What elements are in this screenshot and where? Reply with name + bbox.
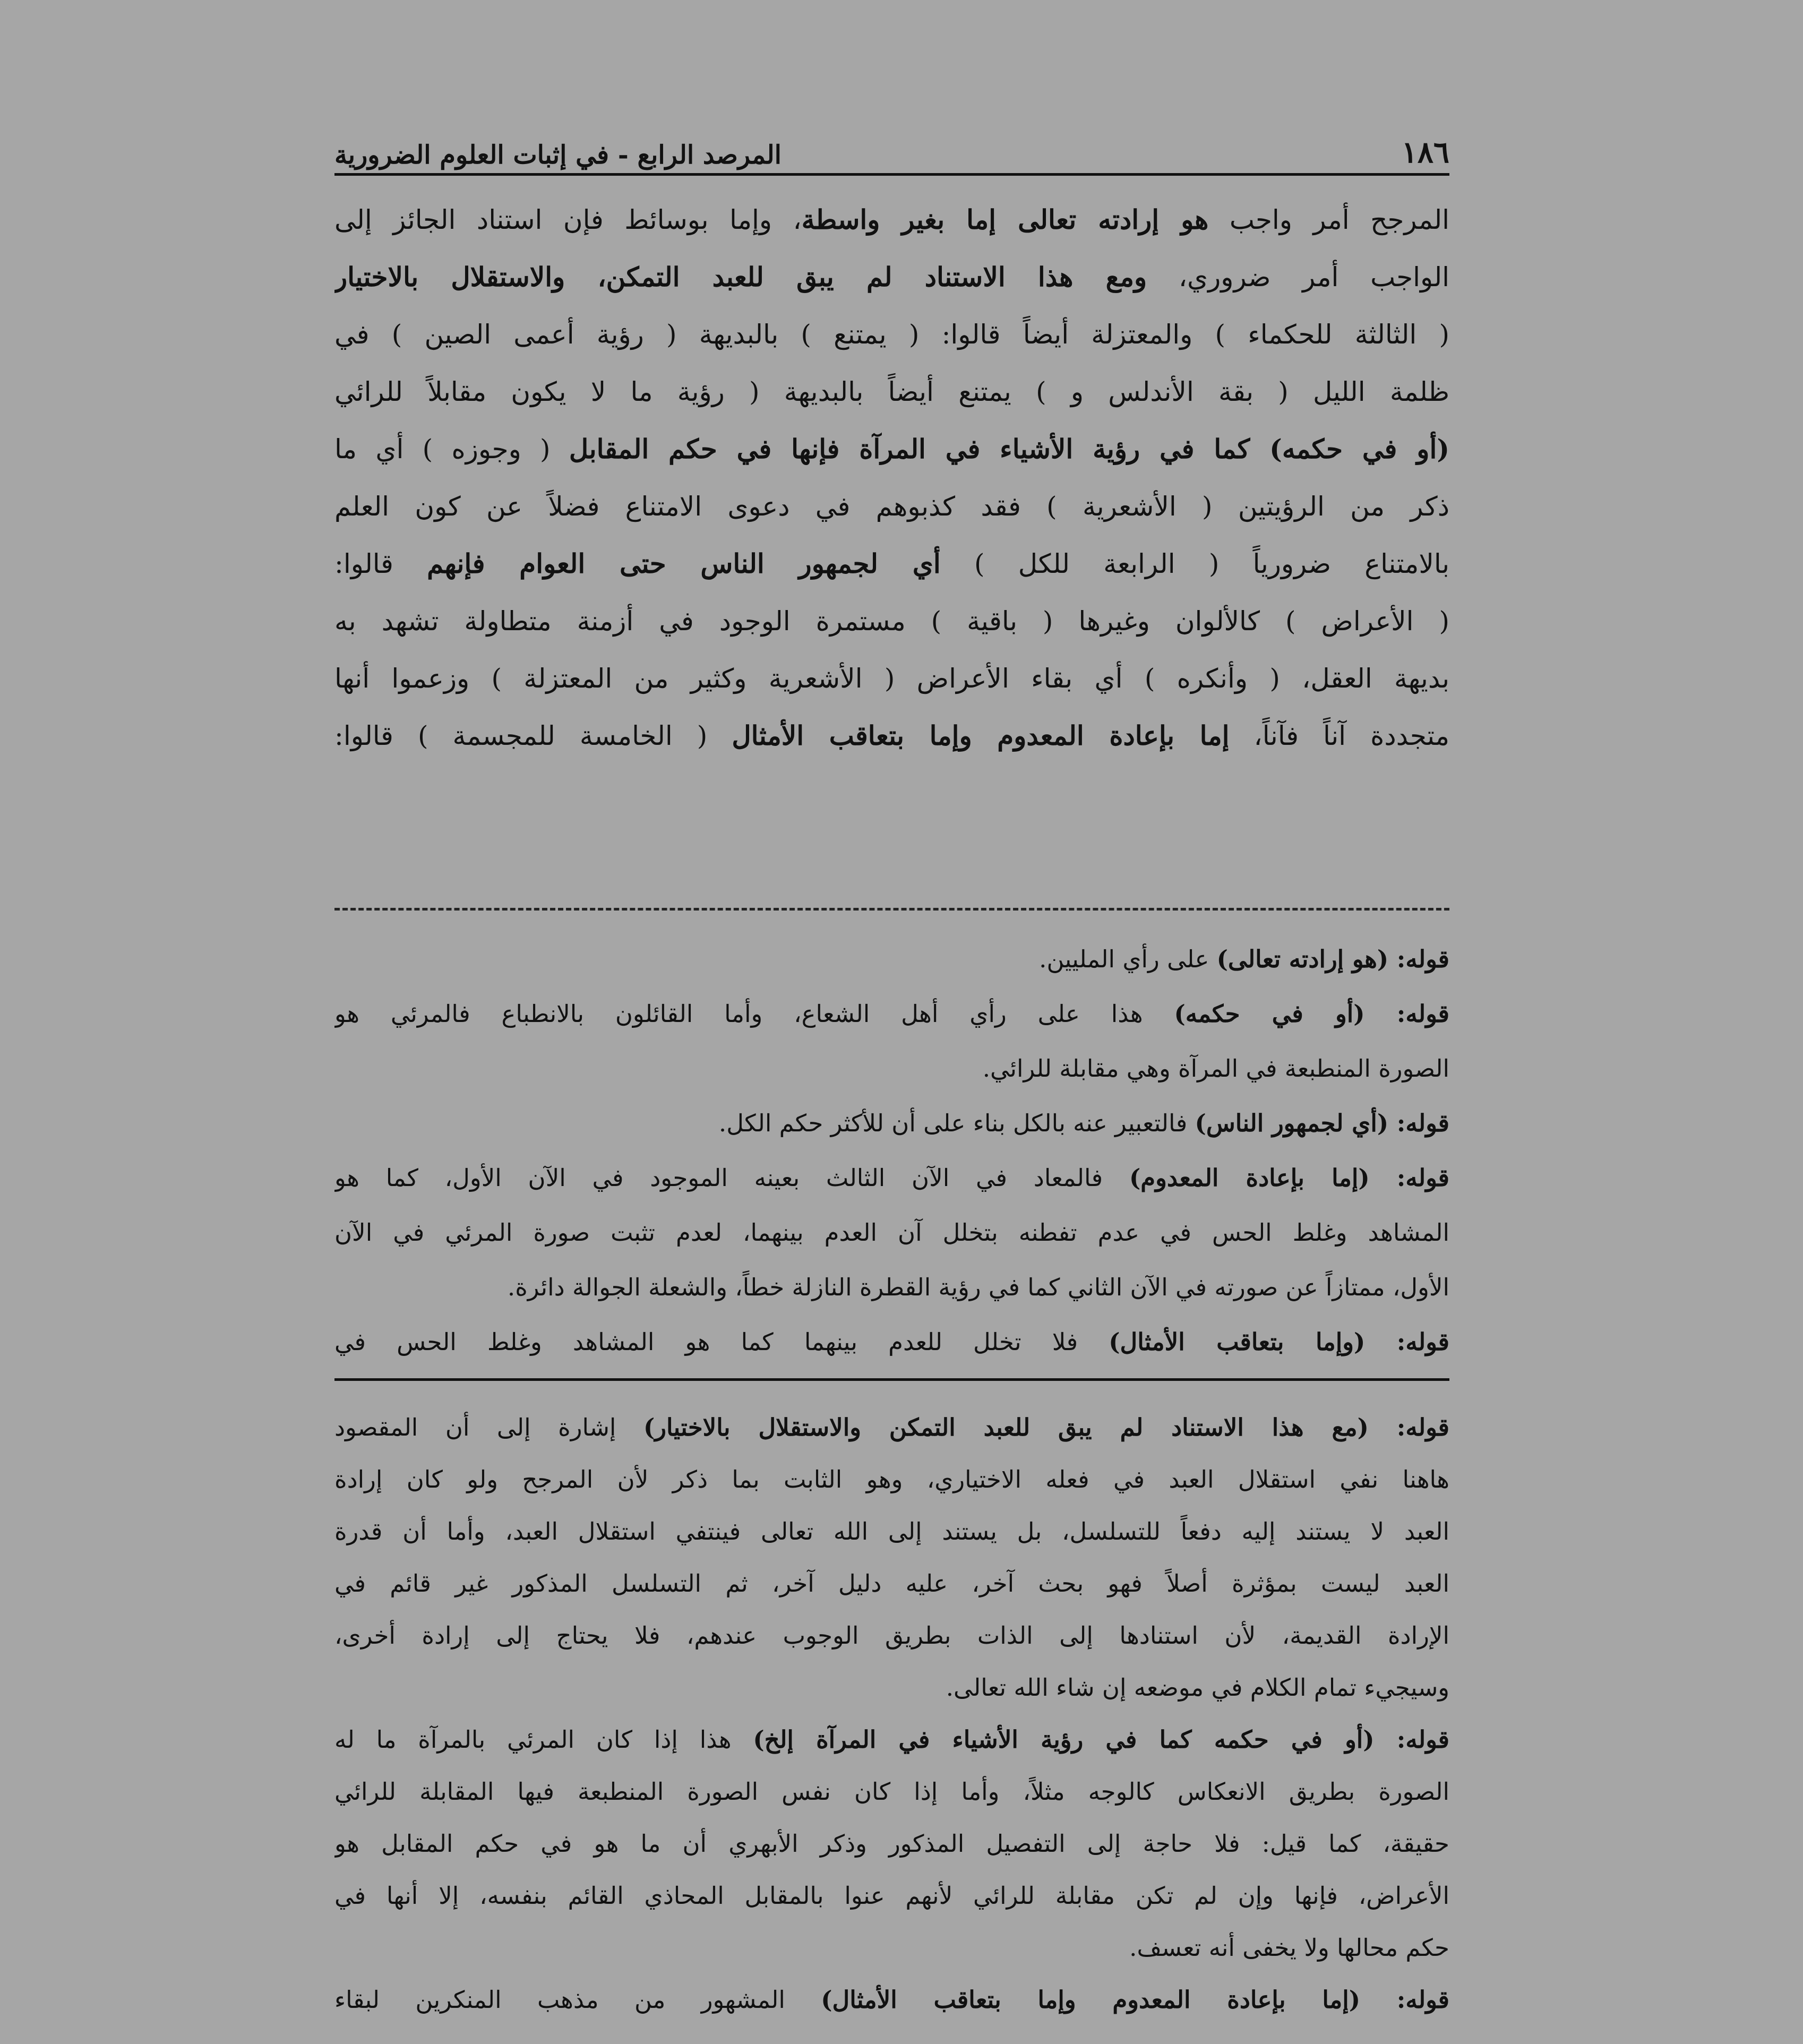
main-line: بالامتناع ضرورياً ( الرابعة للكل ) أي لجمهور الناس حتى العوام فإنهم قالوا: xyxy=(334,548,1449,579)
note-line: قوله: (أو في حكمه كما في رؤية الأشياء في المرآة إلخ) هذا إذا كان المرئي بالمرآة ما له xyxy=(334,1725,1449,1754)
note-line: قوله: (وإما بتعاقب الأمثال) فلا تخلل للعدم بينهما كما هو المشاهد وغلط الحس في xyxy=(334,1328,1449,1356)
book-page xyxy=(334,106,1449,2014)
note-line: حكم محالها ولا يخفى أنه تعسف. xyxy=(1129,1934,1449,1962)
note-line: الأول، ممتازاً عن صورته في الآن الثاني كما في رؤية القطرة النازلة خطاً، والشعلة الجوالة دائرة. xyxy=(507,1273,1449,1301)
page-number: ١٨٦ xyxy=(1401,135,1449,170)
note-line: العبد لا يستند إليه دفعاً للتسلسل، بل يستند إلى الله تعالى فينتفي استقلال العبد، وأما أن قدرة xyxy=(334,1517,1449,1545)
note-line: الإرادة القديمة، لأن استنادها إلى الذات بطريق الوجوب عندهم، فلا يحتاج إلى إرادة أخرى، xyxy=(334,1621,1449,1650)
main-line: ظلمة الليل ( بقة الأندلس و ) يمتنع أيضاً بالبديهة ( رؤية ما لا يكون مقابلاً للرائي xyxy=(334,376,1449,407)
note-line: قوله: (إما بإعادة المعدوم وإما بتعاقب الأمثال) المشهور من مذهب المنكرين لبقاء xyxy=(334,1986,1449,2014)
main-line: (أو في حكمه) كما في رؤية الأشياء في المرآة فإنها في حكم المقابل ( وجوزه ) أي ما xyxy=(334,433,1449,465)
commentary-upper xyxy=(334,932,1449,1369)
note-line: قوله: (هو إرادته تعالى) على رأي المليين. xyxy=(1039,945,1449,973)
note-line: الصورة المنطبعة في المرآة وهي مقابلة للرائي. xyxy=(982,1054,1449,1083)
main-line: الواجب أمر ضروري، ومع هذا الاستناد لم يبق للعبد التمكن، والاستقلال بالاختيار xyxy=(334,261,1449,293)
main-line: بديهة العقل، ( وأنكره ) أي بقاء الأعراض ( الأشعرية وكثير من المعتزلة ) وزعموا أنها xyxy=(334,663,1449,694)
note-line: المشاهد وغلط الحس في عدم تفطنه بتخلل آن العدم بينهما، لعدم تثبت صورة المرئي في الآن xyxy=(334,1218,1449,1247)
running-title: المرصد الرابع - في إثبات العلوم الضرورية xyxy=(334,140,782,170)
main-line: المرجح أمر واجب هو إرادته تعالى إما بغير واسطة، وإما بوسائط فإن استناد الجائز إلى xyxy=(334,204,1449,235)
footnote-separator xyxy=(334,1378,1449,1381)
note-line: الصورة بطريق الانعكاس كالوجه مثلاً، وأما إذا كان نفس الصورة المنطبعة فيها المقابلة للرائي xyxy=(334,1777,1449,1806)
note-line: قوله: (أي لجمهور الناس) فالتعبير عنه بالكل بناء على أن للأكثر حكم الكل. xyxy=(718,1109,1449,1137)
note-line: وسيجيء تمام الكلام في موضعه إن شاء الله تعالى. xyxy=(946,1673,1449,1702)
note-line: الأعراض، فإنها وإن لم تكن مقابلة للرائي لأنهم عنوا بالمقابل المحاذي القائم بنفسه، إلا أنها في xyxy=(334,1882,1449,1910)
note-line: حقيقة، كما قيل: فلا حاجة إلى التفصيل المذكور وذكر الأبهري أن ما هو في حكم المقابل هو xyxy=(334,1830,1449,1858)
note-line: قوله: (مع هذا الاستناد لم يبق للعبد التمكن والاستقلال بالاختيار) إشارة إلى أن المقصود xyxy=(334,1413,1449,1441)
main-line: متجددة آناً فآناً، إما بإعادة المعدوم وإما بتعاقب الأمثال ( الخامسة للمجسمة ) قالوا: xyxy=(334,720,1449,751)
note-line: هاهنا نفي استقلال العبد في فعله الاختياري، وهو الثابت بما ذكر لأن المرجح ولو كان إرادة xyxy=(334,1465,1449,1493)
header-rule xyxy=(334,173,1449,176)
page-header xyxy=(334,117,1449,170)
main-line: ذكر من الرؤيتين ( الأشعرية ) فقد كذبوهم في دعوى الامتناع فضلاً عن كون العلم xyxy=(334,491,1449,522)
main-line: ( الثالثة للحكماء ) والمعتزلة أيضاً قالوا: ( يمتنع ) بالبديهة ( رؤية أعمى الصين ) في xyxy=(334,319,1449,350)
dashed-separator xyxy=(334,908,1449,911)
main-text xyxy=(334,191,1449,765)
note-line: قوله: (إما بإعادة المعدوم) فالمعاد في الآن الثالث بعينه الموجود في الآن الأول، كما هو xyxy=(334,1164,1449,1192)
commentary-lower xyxy=(334,1402,1449,2026)
note-line: العبد ليست بمؤثرة أصلاً فهو بحث آخر، عليه دليل آخر، ثم التسلسل المذكور غير قائم في xyxy=(334,1569,1449,1598)
note-line: قوله: (أو في حكمه) هذا على رأي أهل الشعاع، وأما القائلون بالانطباع فالمرئي هو xyxy=(334,1000,1449,1028)
main-line: ( الأعراض ) كالألوان وغيرها ( باقية ) مستمرة الوجود في أزمنة متطاولة تشهد به xyxy=(334,606,1449,637)
